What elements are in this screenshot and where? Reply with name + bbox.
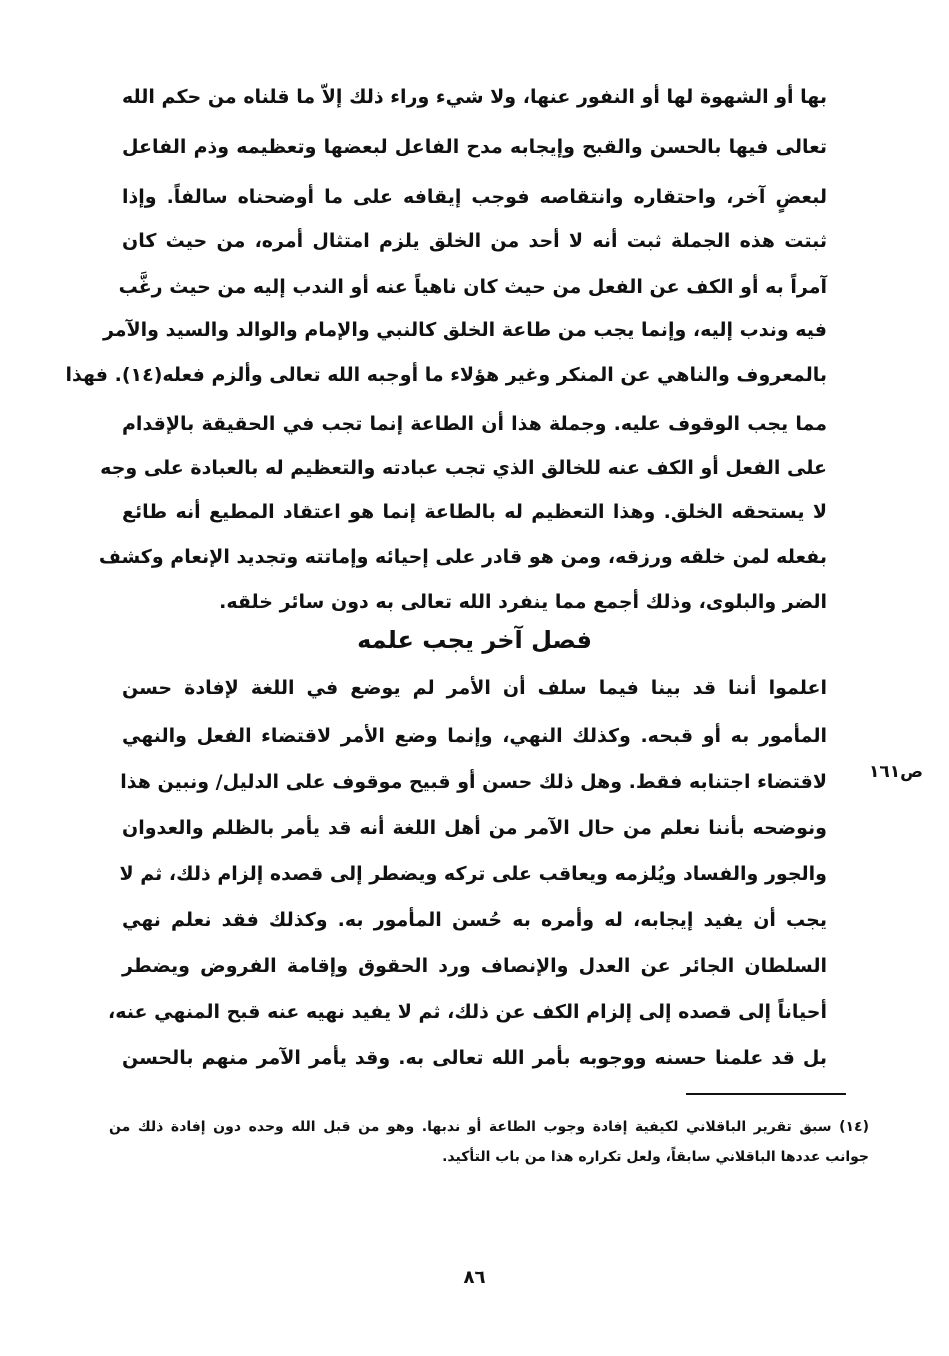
text-line: لا يستحقه الخلق. وهذا التعظيم له بالطاعة إنما هو اعتقاد المطيع أنه طائع <box>122 501 827 523</box>
footnote-line: جوانب عددها الباقلاني سابقاً، ولعل تكراره هذا من باب التأكيد. <box>442 1149 869 1165</box>
text-line: مما يجب الوقوف عليه. وجملة هذا أن الطاعة إنما تجب في الحقيقة بالإقدام <box>122 413 827 435</box>
text-line: على الفعل أو الكف عنه للخالق الذي تجب عبادته والتعظيم له بالعبادة على وجه <box>100 457 827 479</box>
footnote-line: (١٤) سبق تقرير الباقلاني لكيفية إفادة وجوب الطاعة أو ندبها. وهو من قبل الله وحده دون إفادة ذلك من <box>109 1119 869 1135</box>
text-line: تعالى فيها بالحسن والقبح وإيجابه مدح الفاعل لبعضها وتعظيمه وذم الفاعل <box>122 136 827 158</box>
text-line: لبعضٍ آخر، واحتقاره وانتقاصه فوجب إيقافه على ما أوضحناه سالفاً. وإذا <box>122 186 827 208</box>
text-line: والجور والفساد ويُلزمه ويعاقب على تركه ويضطر إلى قصده إلزام ذلك، ثم لا <box>119 863 827 885</box>
text-line: بل قد علمنا حسنه ووجوبه بأمر الله تعالى به. وقد يأمر الآمر منهم بالحسن <box>122 1047 827 1069</box>
section-heading: فصل آخر يجب علمه <box>357 626 592 654</box>
page-number: ٨٦ <box>463 1267 486 1288</box>
text-line: المأمور به أو قبحه. وكذلك النهي، وإنما وضع الأمر لاقتضاء الفعل والنهي <box>122 725 827 747</box>
text-line: السلطان الجائر عن العدل والإنصاف ورد الحقوق وإقامة الفروض ويضطر <box>122 955 827 977</box>
text-line: فيه وندب إليه، وإنما يجب من طاعة الخلق كالنبي والإمام والوالد والسيد والآمر <box>102 319 827 341</box>
text-line: لاقتضاء اجتنابه فقط. وهل ذلك حسن أو قبيح موقوف على الدليل/ ونبين هذا <box>120 771 827 793</box>
text-line: بها أو الشهوة لها أو النفور عنها، ولا شيء وراء ذلك إلاّ ما قلناه من حكم الله <box>122 86 827 108</box>
margin-page-reference: ص١٦١ <box>868 762 923 782</box>
text-line: بفعله لمن خلقه ورزقه، ومن هو قادر على إحيائه وإماتته وتجديد الإنعام وكشف <box>98 546 827 568</box>
text-line: ثبتت هذه الجملة ثبت أنه لا أحد من الخلق يلزم امتثال أمره، من حيث كان <box>122 230 827 252</box>
footnote-separator <box>686 1093 846 1095</box>
text-line: الضر والبلوى، وذلك أجمع مما ينفرد الله تعالى به دون سائر خلقه. <box>219 591 827 613</box>
text-line: اعلموا أننا قد بينا فيما سلف أن الأمر لم يوضع في اللغة لإفادة حسن <box>122 677 827 699</box>
text-line: ونوضحه بأننا نعلم من حال الآمر من أهل اللغة أنه قد يأمر بالظلم والعدوان <box>122 817 827 839</box>
text-line: بالمعروف والناهي عن المنكر وغير هؤلاء ما أوجبه الله تعالى وألزم فعله(١٤). فهذا <box>65 364 827 386</box>
text-line: أحياناً إلى قصده إلى إلزام الكف عن ذلك، ثم لا يفيد نهيه عنه قبح المنهي عنه، <box>108 1001 827 1023</box>
text-line: يجب أن يفيد إيجابه، له وأمره به حُسن المأمور به. وكذلك فقد نعلم نهي <box>122 909 827 931</box>
text-line: آمراً به أو الكف عن الفعل من حيث كان ناهياً عنه أو الندب إليه من حيث رغَّب <box>118 276 827 298</box>
